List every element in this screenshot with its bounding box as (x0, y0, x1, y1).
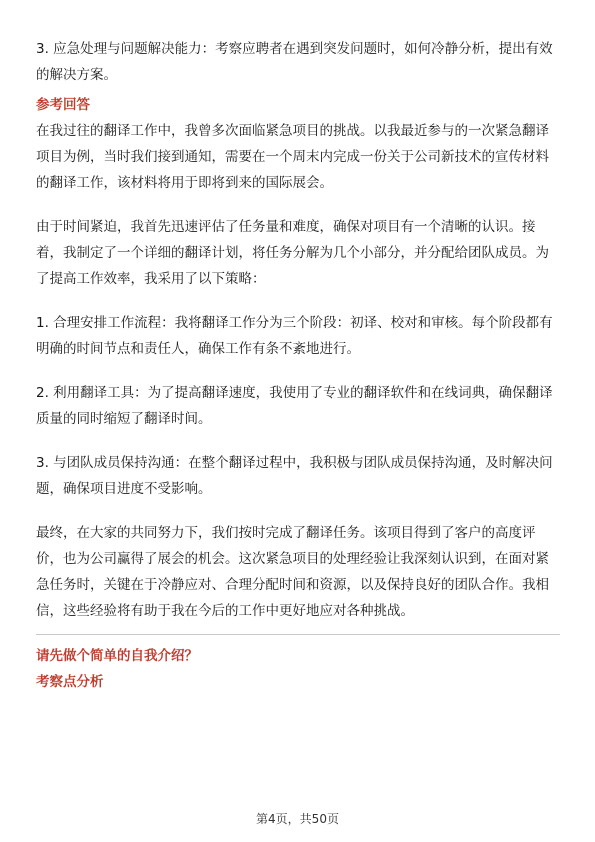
page-footer: 第4页，共50页 (256, 812, 339, 826)
next-question-heading: 请先做个简单的自我介绍？ (36, 648, 198, 664)
section-divider (36, 634, 560, 635)
document-page (36, 36, 560, 695)
paragraph-conclusion: 最终，在大家的共同努力下，我们按时完成了翻译任务。该项目得到了客户的高度评价，也为公司赢得了展会的机会。这次紧急项目的处理经验让我深刻认识到，在面对紧急任务时，关键在于冷静应对、合理分配时间和资源，以及保持良好的团队合作。我相信，这些经验将有助于我在今后的工作中更好地应对各种挑战。 (36, 525, 549, 619)
paragraph-1: 在我过往的翻译工作中，我曾多次面临紧急项目的挑战。以我最近参与的一次紧急翻译项目为例，当时我们接到通知，需要在一个周末内完成一份关于公司新技术的宣传材料的翻译工作，该材料将用于即将到来的国际展会。 (36, 123, 549, 191)
paragraph-2: 由于时间紧迫，我首先迅速评估了任务量和难度，确保对项目有一个清晰的认识。接着，我制定了一个详细的翻译计划，将任务分解为几个小部分，并分配给团队成员。为了提高工作效率，我采用了以下策略： (36, 219, 549, 287)
list-item-3: 3. 与团队成员保持沟通：在整个翻译过程中，我积极与团队成员保持沟通，及时解决问题，确保项目进度不受影响。 (36, 455, 553, 497)
list-item-2: 2. 利用翻译工具：为了提高翻译速度，我使用了专业的翻译软件和在线词典，确保翻译质量的同时缩短了翻译时间。 (36, 385, 553, 427)
answer-heading: 参考回答 (36, 97, 90, 113)
list-item-1: 1. 合理安排工作流程：我将翻译工作分为三个阶段：初译、校对和审核。每个阶段都有明确的时间节点和责任人，确保工作有条不紊地进行。 (36, 315, 553, 357)
next-subheading: 考察点分析 (36, 674, 104, 690)
intro-item: 3. 应急处理与问题解决能力：考察应聘者在遇到突发问题时，如何冷静分析，提出有效的解决方案。 (36, 41, 553, 83)
